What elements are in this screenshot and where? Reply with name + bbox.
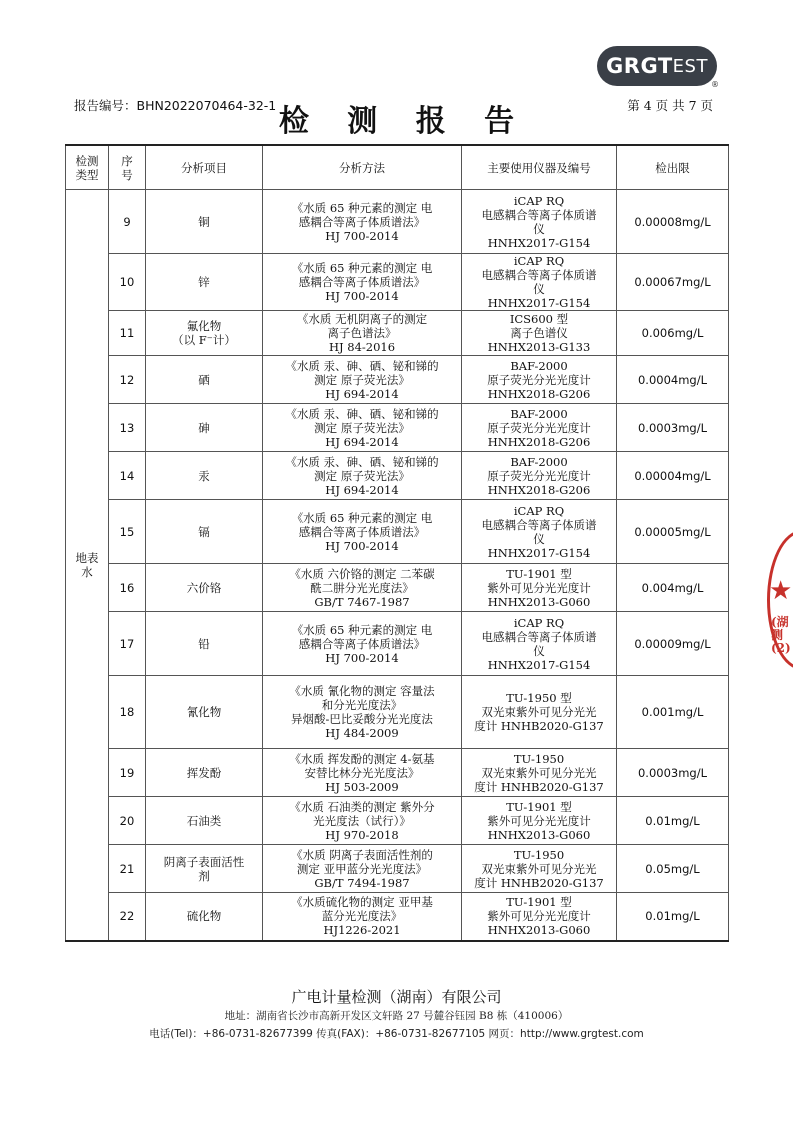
instrument-line: 双光束紫外可见分光光 [481, 765, 597, 780]
detection-limit-cell: 0.00008mg/L [617, 190, 729, 254]
instrument-line: 紫外可见分光光度计 [487, 813, 591, 828]
analysis-item-cell: 六价铬 [146, 564, 263, 612]
results-table [65, 144, 729, 942]
method-line: 异烟酸-巴比妥酸分光光度法 [291, 712, 433, 726]
instrument-cell [462, 893, 617, 941]
logo-tail-text: EST [672, 55, 708, 77]
official-seal [767, 530, 793, 670]
instrument-line: 电感耦合等离子体质谱 [481, 268, 597, 282]
analysis-item-cell: 汞 [146, 452, 263, 500]
seal-text: (湖 测 (2) [771, 615, 791, 655]
seq-no-cell: 14 [109, 452, 146, 500]
method-line: HJ 84-2016 [328, 340, 396, 354]
method-line: 《水质 65 种元素的测定 电 [291, 622, 433, 637]
instrument-line: iCAP RQ [513, 503, 565, 518]
analysis-item-cell: 硒 [146, 356, 263, 404]
analysis-item-cell: 石油类 [146, 797, 263, 845]
instrument-line: HNHX2018-G206 [487, 386, 591, 401]
analysis-method-cell [263, 500, 462, 564]
analysis-item-cell: 镉 [146, 500, 263, 564]
analysis-method-cell [263, 749, 462, 797]
instrument-line: HNHX2013-G133 [487, 340, 591, 354]
method-line: GB/T 7494-1987 [314, 875, 410, 890]
seq-no-cell: 15 [109, 500, 146, 564]
method-line: 感耦合等离子体质谱法》 [298, 524, 426, 539]
instrument-line: 仪 [533, 531, 545, 546]
table-row [66, 404, 729, 452]
detection-limit-cell: 0.00009mg/L [617, 612, 729, 676]
table-row [66, 797, 729, 845]
instrument-line: HNHX2013-G060 [487, 594, 591, 609]
page-counter: 第 4 页 共 7 页 [627, 98, 713, 113]
method-line: 感耦合等离子体质谱法》 [298, 275, 426, 289]
method-line: 离子色谱法》 [327, 326, 397, 340]
analysis-method-cell [263, 676, 462, 749]
instrument-line: BAF-2000 [510, 406, 568, 421]
report-number: 报告编号：BHN2022070464-32-1 [74, 98, 277, 113]
instrument-cell [462, 676, 617, 749]
method-line: GB/T 7467-1987 [314, 594, 410, 609]
analysis-method-cell [263, 845, 462, 893]
analysis-method-cell [263, 564, 462, 612]
table-row [66, 749, 729, 797]
instrument-line: BAF-2000 [510, 454, 568, 469]
analysis-item-cell: 砷 [146, 404, 263, 452]
table-row [66, 612, 729, 676]
instrument-line: 原子荧光分光光度计 [487, 420, 591, 435]
header-test-type-label: 检测类型 [75, 153, 99, 182]
method-line: HJ 694-2014 [325, 386, 399, 401]
analysis-method-cell [263, 254, 462, 311]
detection-limit-cell: 0.05mg/L [617, 845, 729, 893]
method-line: HJ 503-2009 [325, 779, 399, 794]
table-row [66, 564, 729, 612]
table-body [66, 190, 729, 941]
instrument-line: HNHX2013-G060 [487, 923, 591, 938]
method-line: 测定 原子荧光法》 [314, 468, 410, 483]
instrument-line: ICS600 型 [509, 312, 569, 326]
method-line: 测定 亚甲蓝分光光度法》 [296, 861, 428, 876]
instrument-cell [462, 612, 617, 676]
page-title: 检 测 报 告 [278, 104, 529, 139]
detection-limit-cell: 0.0003mg/L [617, 404, 729, 452]
analysis-item-cell: 氟化物 （以 F⁻计） [146, 311, 263, 356]
logo-main-text: GRGT [606, 54, 673, 78]
method-line: 《水质 石油类的测定 紫外分 [289, 799, 435, 814]
method-line: 蓝分光光度法》 [321, 909, 403, 924]
instrument-line: 紫外可见分光光度计 [487, 580, 591, 595]
instrument-line: 仪 [533, 282, 545, 296]
instrument-cell [462, 797, 617, 845]
category-cell [66, 190, 109, 941]
seq-no-cell: 18 [109, 676, 146, 749]
analysis-method-cell [263, 797, 462, 845]
analysis-item-cell: 氰化物 [146, 676, 263, 749]
instrument-line: iCAP RQ [513, 254, 565, 268]
table-row [66, 254, 729, 311]
table-row [66, 845, 729, 893]
table-row [66, 676, 729, 749]
method-line: HJ 970-2018 [325, 827, 399, 842]
instrument-line: 双光束紫外可见分光光 [481, 705, 597, 719]
instrument-line: 电感耦合等离子体质谱 [481, 207, 597, 222]
category-label: 地表水 [75, 550, 99, 579]
detection-limit-cell: 0.00004mg/L [617, 452, 729, 500]
instrument-line: HNHX2017-G154 [487, 545, 591, 560]
instrument-line: 仪 [533, 643, 545, 658]
instrument-line: 度计 HNHB2020-G137 [474, 779, 604, 794]
method-line: 感耦合等离子体质谱法》 [298, 636, 426, 651]
method-line: 测定 原子荧光法》 [314, 420, 410, 435]
method-line: 《水质 65 种元素的测定 电 [291, 261, 433, 275]
method-line: HJ1226-2021 [323, 923, 401, 938]
method-line: HJ 700-2014 [325, 289, 399, 303]
method-line: 光光度法（试行）》 [313, 813, 411, 828]
footer-company-name: 广电计量检测（湖南）有限公司 [291, 988, 502, 1006]
seq-no-cell: 10 [109, 254, 146, 311]
method-line: 《水质硫化物的测定 亚甲基 [291, 895, 433, 910]
analysis-method-cell [263, 612, 462, 676]
analysis-item-cell: 铅 [146, 612, 263, 676]
seq-no-cell: 20 [109, 797, 146, 845]
header-test-type [66, 145, 109, 190]
method-line: HJ 700-2014 [325, 538, 399, 553]
instrument-cell [462, 845, 617, 893]
method-line: 和分光光度法》 [321, 698, 403, 712]
table-row [66, 893, 729, 941]
detection-limit-cell: 0.001mg/L [617, 676, 729, 749]
header-seq-no-label: 序号 [121, 153, 133, 182]
instrument-cell [462, 311, 617, 356]
analysis-item-cell: 硫化物 [146, 893, 263, 941]
seq-no-cell: 16 [109, 564, 146, 612]
method-line: 《水质 氰化物的测定 容量法 [289, 684, 435, 698]
seq-no-cell: 19 [109, 749, 146, 797]
instrument-line: 原子荧光分光光度计 [487, 372, 591, 387]
detection-limit-cell: 0.00005mg/L [617, 500, 729, 564]
method-line: 《水质 六价铬的测定 二苯碳 [289, 566, 435, 581]
seq-no-cell: 11 [109, 311, 146, 356]
method-line: 《水质 65 种元素的测定 电 [291, 200, 433, 215]
method-line: 《水质 汞、砷、硒、铋和锑的 [285, 358, 439, 373]
header-detection-limit: 检出限 [617, 145, 729, 190]
seq-no-cell: 12 [109, 356, 146, 404]
method-line: HJ 700-2014 [325, 650, 399, 665]
analysis-item-cell: 铜 [146, 190, 263, 254]
seq-no-cell: 22 [109, 893, 146, 941]
instrument-cell [462, 749, 617, 797]
instrument-line: BAF-2000 [510, 358, 568, 373]
registered-mark: ® [711, 80, 719, 89]
method-line: 测定 原子荧光法》 [314, 372, 410, 387]
instrument-cell [462, 404, 617, 452]
method-line: 酰二肼分光光度法》 [310, 580, 414, 595]
instrument-line: 电感耦合等离子体质谱 [481, 629, 597, 644]
method-line: 安替比林分光光度法》 [304, 765, 420, 780]
analysis-method-cell [263, 452, 462, 500]
method-line: 《水质 阴离子表面活性剂的 [291, 847, 433, 862]
table-row [66, 356, 729, 404]
instrument-line: 紫外可见分光光度计 [487, 909, 591, 924]
seq-no-cell: 21 [109, 845, 146, 893]
analysis-item-cell: 阴离子表面活性 剂 [146, 845, 263, 893]
instrument-line: TU-1901 型 [506, 799, 572, 814]
method-line: HJ 694-2014 [325, 434, 399, 449]
seq-no-cell: 9 [109, 190, 146, 254]
method-line: 《水质 65 种元素的测定 电 [291, 510, 433, 525]
instrument-line: 原子荧光分光光度计 [487, 468, 591, 483]
method-line: 《水质 无机阴离子的测定 [296, 312, 428, 326]
analysis-method-cell [263, 311, 462, 356]
header-analysis-method: 分析方法 [263, 145, 462, 190]
detection-limit-cell: 0.004mg/L [617, 564, 729, 612]
instrument-line: TU-1950 [513, 751, 565, 766]
instrument-line: 度计 HNHB2020-G137 [474, 719, 604, 733]
method-line: 感耦合等离子体质谱法》 [298, 214, 426, 229]
table-row [66, 452, 729, 500]
analysis-method-cell [263, 893, 462, 941]
grgtest-logo [597, 46, 717, 86]
table-row [66, 190, 729, 254]
analysis-method-cell [263, 190, 462, 254]
instrument-line: TU-1950 型 [506, 691, 572, 705]
method-line: HJ 700-2014 [325, 228, 399, 243]
instrument-line: iCAP RQ [513, 615, 565, 630]
analysis-method-cell [263, 404, 462, 452]
seal-star-icon: ★ [769, 576, 793, 606]
detection-limit-cell: 0.0003mg/L [617, 749, 729, 797]
detection-limit-cell: 0.006mg/L [617, 311, 729, 356]
table-header-row [66, 145, 729, 190]
detection-limit-cell: 0.00067mg/L [617, 254, 729, 311]
instrument-line: HNHX2017-G154 [487, 235, 591, 250]
instrument-line: TU-1950 [513, 847, 565, 862]
analysis-method-cell [263, 356, 462, 404]
footer-address: 地址：湖南省长沙市高新开发区文轩路 27 号麓谷钰园 B8 栋（410006） [224, 1010, 569, 1022]
instrument-cell [462, 356, 617, 404]
instrument-line: HNHX2017-G154 [487, 657, 591, 672]
instrument-line: 度计 HNHB2020-G137 [474, 875, 604, 890]
header-seq-no [109, 145, 146, 190]
instrument-line: 仪 [533, 221, 545, 236]
seq-no-cell: 13 [109, 404, 146, 452]
method-line: 《水质 汞、砷、硒、铋和锑的 [285, 406, 439, 421]
analysis-item-cell: 挥发酚 [146, 749, 263, 797]
detection-limit-cell: 0.01mg/L [617, 797, 729, 845]
detection-limit-cell: 0.0004mg/L [617, 356, 729, 404]
header-analysis-item: 分析项目 [146, 145, 263, 190]
instrument-line: HNHX2018-G206 [487, 482, 591, 497]
detection-limit-cell: 0.01mg/L [617, 893, 729, 941]
instrument-cell [462, 254, 617, 311]
instrument-line: 离子色谱仪 [510, 326, 568, 340]
table-row [66, 311, 729, 356]
instrument-line: 电感耦合等离子体质谱 [481, 517, 597, 532]
instrument-cell [462, 500, 617, 564]
table-row [66, 500, 729, 564]
seq-no-cell: 17 [109, 612, 146, 676]
instrument-line: TU-1901 型 [506, 566, 572, 581]
instrument-cell [462, 564, 617, 612]
method-line: 《水质 挥发酚的测定 4-氨基 [289, 751, 435, 766]
instrument-line: HNHX2018-G206 [487, 434, 591, 449]
method-line: HJ 484-2009 [325, 726, 399, 740]
instrument-line: 双光束紫外可见分光光 [481, 861, 597, 876]
instrument-line: iCAP RQ [513, 193, 565, 208]
footer-contact: 电话(Tel)：+86-0731-82677399 传真(FAX)：+86-0731-82677105 网页：http://www.grgtest.com [149, 1028, 644, 1040]
instrument-cell [462, 190, 617, 254]
method-line: HJ 694-2014 [325, 482, 399, 497]
instrument-line: HNHX2013-G060 [487, 827, 591, 842]
method-line: 《水质 汞、砷、硒、铋和锑的 [285, 454, 439, 469]
instrument-line: HNHX2017-G154 [487, 296, 591, 310]
header-instrument: 主要使用仪器及编号 [462, 145, 617, 190]
instrument-cell [462, 452, 617, 500]
analysis-item-cell: 锌 [146, 254, 263, 311]
instrument-line: TU-1901 型 [506, 895, 572, 910]
